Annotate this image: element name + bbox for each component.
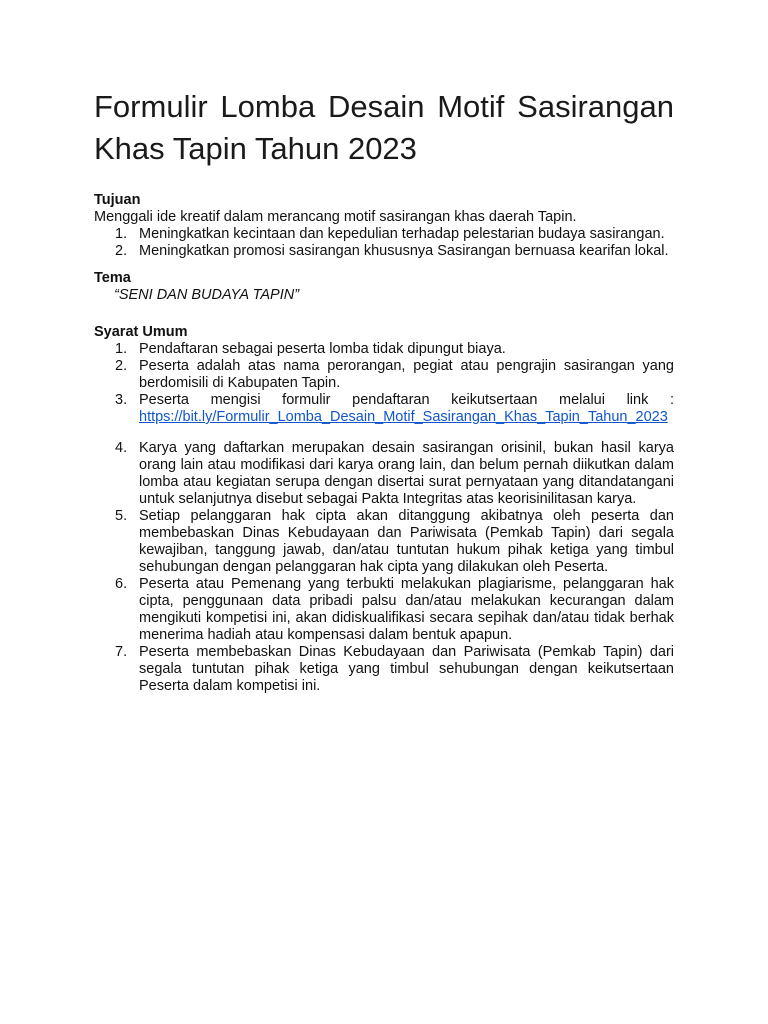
list-number: 6.	[115, 576, 128, 592]
list-item	[94, 341, 674, 358]
syarat-umum-heading: Syarat Umum	[94, 324, 188, 340]
list-number: 5.	[115, 508, 128, 524]
list-number: 1.	[115, 341, 128, 357]
list-item	[94, 243, 674, 260]
list-number: 2.	[115, 358, 128, 374]
list-item	[94, 644, 674, 695]
list-item	[94, 392, 674, 426]
document-title: Formulir Lomba Desain Motif Sasirangan Khas Tapin Tahun 2023	[94, 89, 674, 166]
tema-heading: Tema	[94, 270, 131, 286]
list-item-text: Peserta adalah atas nama perorangan, pegiat atau pengrajin sasirangan yang berdomisili di Kabupaten Tapin.	[139, 358, 674, 391]
tujuan-list	[94, 226, 674, 260]
list-number: 7.	[115, 644, 128, 660]
section-tujuan	[94, 192, 674, 260]
list-item	[94, 508, 674, 576]
list-item	[94, 440, 674, 508]
list-item-text: Karya yang daftarkan merupakan desain sasirangan orisinil, bukan hasil karya orang lain atau modifikasi dari karya orang lain, dan belum pernah diikutkan dalam lomba atau kegiatan serupa dengan disertai surat pernyataan yang ditandatangani untuk selanjutnya disebut sebagai Pakta Integritas atas keorisinilitasan karya.	[139, 440, 674, 507]
list-number: 1.	[115, 226, 128, 242]
list-item	[94, 576, 674, 644]
section-tema	[94, 270, 674, 304]
list-item	[94, 358, 674, 392]
tema-value: “SENI DAN BUDAYA TAPIN”	[114, 287, 300, 303]
list-item-text: Setiap pelanggaran hak cipta akan ditanggung akibatnya oleh peserta dan membebaskan Dinas Kebudayaan dan Pariwisata (Pemkab Tapin) dari segala kewajiban, tanggung jawab, dan/atau tuntutan hukum pihak ketiga yang timbul sehubungan dengan pelanggaran hak cipta yang dilakukan oleh Peserta.	[139, 508, 674, 575]
section-syarat-umum	[94, 324, 674, 695]
list-item-text: Peserta membebaskan Dinas Kebudayaan dan Pariwisata (Pemkab Tapin) dari segala tuntutan pihak ketiga yang timbul sehubungan dengan keikutsertaan Peserta dalam kompetisi ini.	[139, 644, 674, 694]
list-number: 3.	[115, 392, 128, 408]
list-number: 2.	[115, 243, 128, 259]
tujuan-intro: Menggali ide kreatif dalam merancang motif sasirangan khas daerah Tapin.	[94, 209, 577, 225]
list-item-text: Peserta mengisi formulir pendaftaran keikutsertaan melalui link :	[139, 392, 674, 408]
list-item-text: Meningkatkan promosi sasirangan khususnya Sasirangan bernuasa kearifan lokal.	[139, 243, 669, 259]
syarat-umum-list	[94, 341, 674, 695]
registration-link[interactable]: https://bit.ly/Formulir_Lomba_Desain_Motif_Sasirangan_Khas_Tapin_Tahun_2023	[139, 409, 668, 425]
tujuan-heading: Tujuan	[94, 192, 141, 208]
list-item	[94, 226, 674, 243]
list-item-text: Peserta atau Pemenang yang terbukti melakukan plagiarisme, pelanggaran hak cipta, penggunaan data pribadi palsu dan/atau melakukan kecurangan dalam mengikuti kompetisi ini, akan didiskualifikasi secara sepihak dan/atau tidak berhak menerima hadiah atau kompensasi dalam bentuk apapun.	[139, 576, 674, 643]
list-item-text: Pendaftaran sebagai peserta lomba tidak dipungut biaya.	[139, 341, 506, 357]
list-number: 4.	[115, 440, 128, 456]
list-item-text: Meningkatkan kecintaan dan kepedulian terhadap pelestarian budaya sasirangan.	[139, 226, 665, 242]
